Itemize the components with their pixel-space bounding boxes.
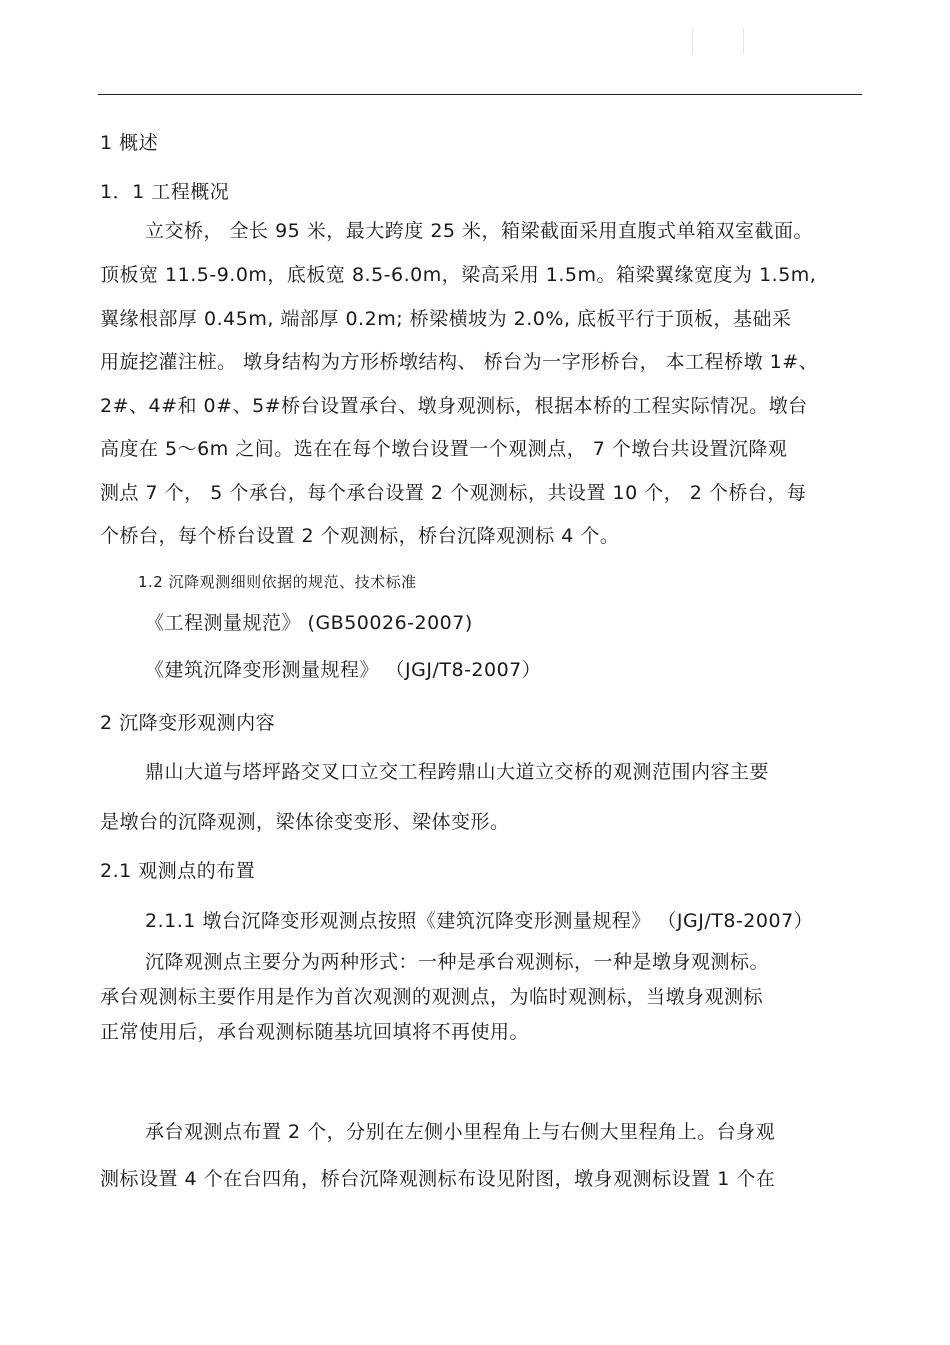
paragraph-line: 个桥台，每个桥台设置 2 个观测标，桥台沉降观测标 4 个。 xyxy=(100,525,620,547)
section-heading-1-2: 1.2 沉降观测细则依据的规范、技术标准 xyxy=(138,573,417,591)
paragraph-line: 2#、4#和 0#、5#桥台设置承台、墩身观测标，根据本桥的工程实际情况。墩台 xyxy=(100,395,808,417)
standard-reference: 《工程测量规范》 (GB50026-2007) xyxy=(145,612,473,634)
paragraph-line: 承台观测点布置 2 个，分别在左侧小里程角上与右侧大里程角上。台身观 xyxy=(145,1121,776,1143)
paragraph-line: 测点 7 个， 5 个承台，每个承台设置 2 个观测标，共设置 10 个， 2 个桥台，每 xyxy=(100,482,807,504)
paragraph-line: 翼缘根部厚 0.45m, 端部厚 0.2m; 桥梁横坡为 2.0%, 底板平行于顶板，基础采 xyxy=(100,308,792,330)
paragraph-line: 正常使用后，承台观测标随基坑回填将不再使用。 xyxy=(100,1021,530,1043)
paragraph-line: 测标设置 4 个在台四角，桥台沉降观测标布设见附图，墩身观测标设置 1 个在 xyxy=(100,1168,776,1190)
paragraph-line: 用旋挖灌注桩。 墩身结构为方形桥墩结构、 桥台为一字形桥台， 本工程桥墩 1#、 xyxy=(100,351,819,373)
section-heading-1-1: 1．1 工程概况 xyxy=(100,181,230,203)
section-heading-2-1-1: 2.1.1 墩台沉降变形观测点按照《建筑沉降变形测量规程》 （JGJ/T8-2007） xyxy=(145,910,814,932)
standard-reference: 《建筑沉降变形测量规程》 （JGJ/T8-2007） xyxy=(145,659,542,681)
paragraph-line: 顶板宽 11.5-9.0m，底板宽 8.5-6.0m，梁高采用 1.5m。箱梁翼缘宽度为 1.5m, xyxy=(100,264,817,286)
paragraph-line: 高度在 5～6m 之间。选在在每个墩台设置一个观测点， 7 个墩台共设置沉降观 xyxy=(100,438,788,460)
paragraph-line: 鼎山大道与塔坪路交叉口立交工程跨鼎山大道立交桥的观测范围内容主要 xyxy=(145,761,770,783)
header-rule xyxy=(98,94,862,95)
paragraph-line: 沉降观测点主要分为两种形式：一种是承台观测标，一种是墩身观测标。 xyxy=(145,951,770,973)
section-heading-2: 2 沉降变形观测内容 xyxy=(100,712,276,734)
paragraph-line: 是墩台的沉降观测，梁体徐变变形、梁体变形。 xyxy=(100,811,510,833)
paragraph-line: 立交桥， 全长 95 米，最大跨度 25 米，箱梁截面采用直腹式单箱双室截面。 xyxy=(145,220,814,242)
section-heading-1: 1 概述 xyxy=(100,132,159,154)
header-mark-right xyxy=(743,28,744,54)
header-mark-left xyxy=(692,28,693,54)
section-heading-2-1: 2.1 观测点的布置 xyxy=(100,860,256,882)
paragraph-line: 承台观测标主要作用是作为首次观测的观测点，为临时观测标，当墩身观测标 xyxy=(100,986,764,1008)
